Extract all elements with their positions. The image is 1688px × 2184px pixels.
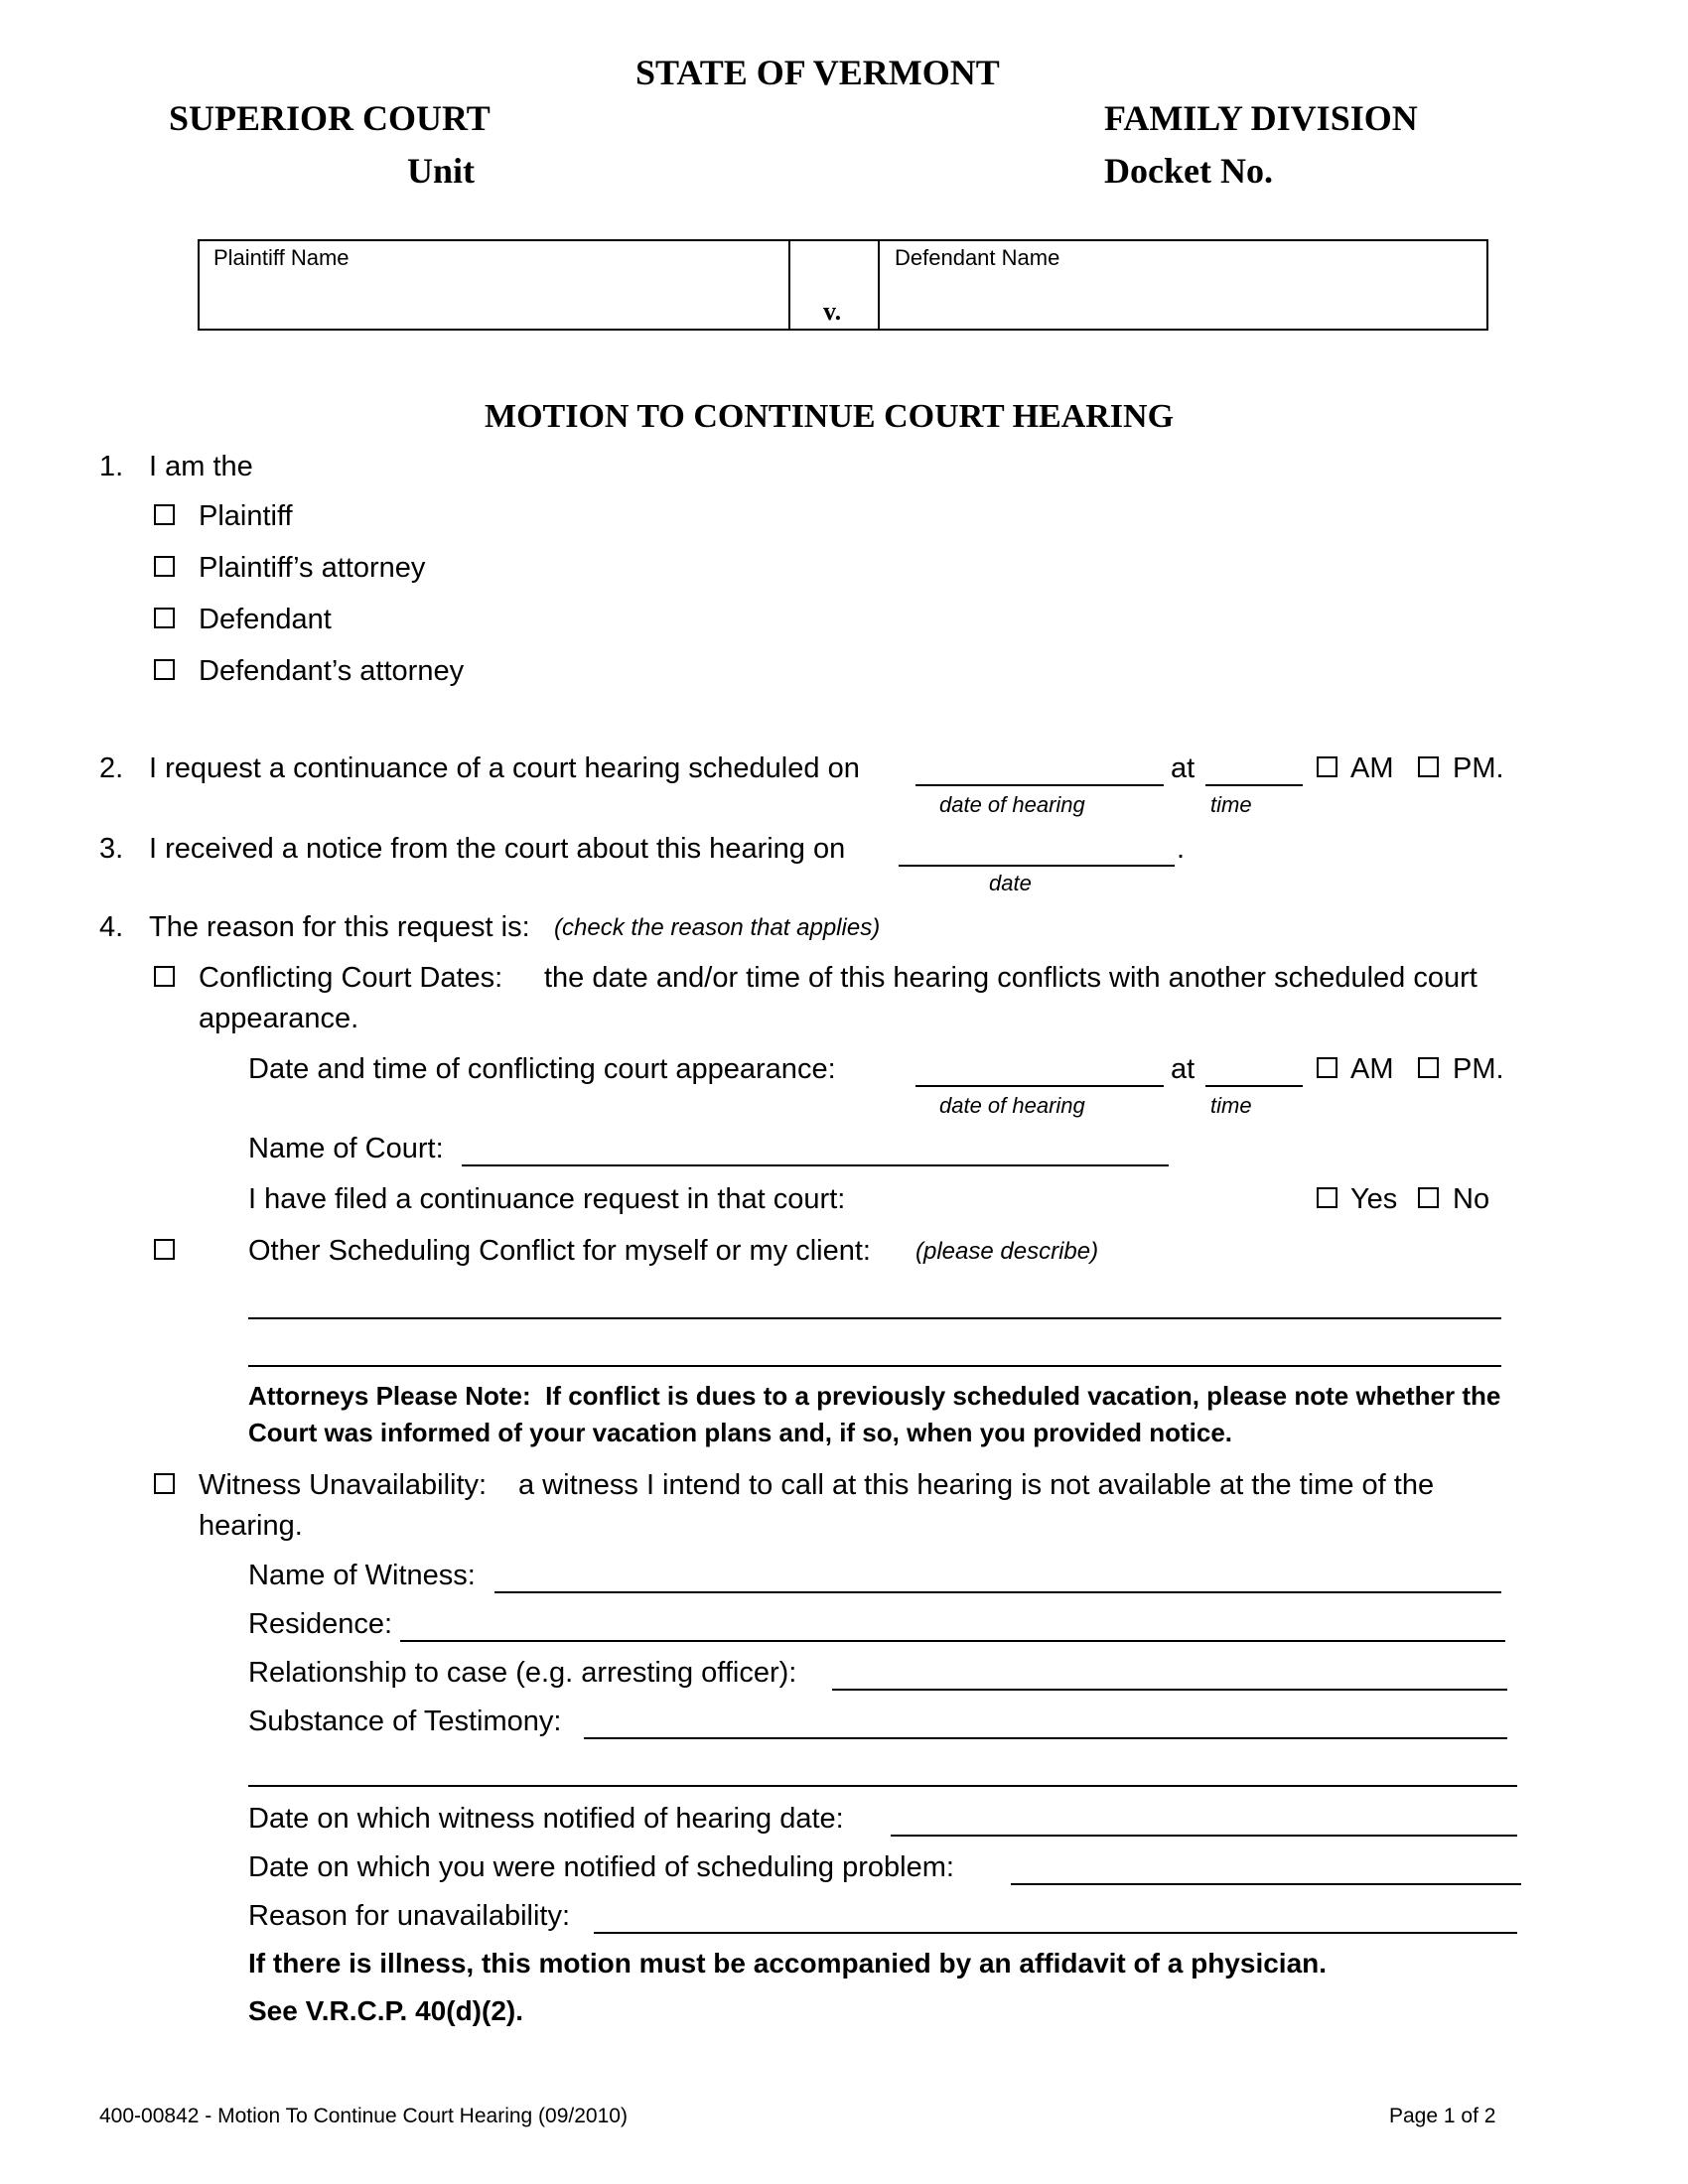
state-heading: STATE OF VERMONT — [635, 53, 1000, 92]
witness-unavailable-desc: a witness I intend to call at this hearing is not available at the time of the — [518, 1469, 1435, 1501]
witness-name-line[interactable] — [494, 1591, 1501, 1593]
residence-label: Residence: — [248, 1608, 393, 1640]
relationship-label: Relationship to case (e.g. arresting officer): — [248, 1657, 797, 1689]
docket-input[interactable] — [1306, 149, 1604, 189]
item4-number: 4. — [99, 911, 124, 943]
hearing-am-checkbox[interactable] — [1317, 756, 1337, 777]
unit-input[interactable] — [501, 149, 938, 189]
other-conflict-checkbox[interactable] — [154, 1239, 175, 1260]
unit-label: Unit — [407, 151, 476, 191]
plaintiff-option-label: Plaintiff — [199, 500, 293, 532]
witness-notified-line[interactable] — [891, 1835, 1517, 1837]
item4-note: (check the reason that applies) — [554, 914, 881, 941]
filed-no-label: No — [1453, 1183, 1490, 1215]
witness-notified-label: Date on which witness notified of hearing date: — [248, 1803, 844, 1835]
conflict-datetime-label: Date and time of conflicting court appearance: — [248, 1053, 836, 1085]
footer-form-id: 400-00842 - Motion To Continue Court Hearing (09/2010) — [99, 2105, 628, 2127]
party-divider — [788, 241, 790, 329]
witness-unavailable-label: Witness Unavailability: — [199, 1469, 488, 1501]
witness-unavailable-checkbox[interactable] — [154, 1473, 175, 1494]
residence-line[interactable] — [400, 1640, 1505, 1642]
hearing-date-caption: date of hearing — [939, 792, 1085, 817]
hearing-pm-label: PM. — [1453, 752, 1504, 784]
hearing-time-caption: time — [1210, 792, 1252, 817]
substance-line-1[interactable] — [584, 1737, 1507, 1739]
court-name-label: Name of Court: — [248, 1133, 444, 1164]
other-conflict-label: Other Scheduling Conflict for myself or my client: — [248, 1235, 871, 1267]
item1-number: 1. — [99, 451, 124, 482]
conflict-am-checkbox[interactable] — [1317, 1057, 1337, 1078]
attorney-note-label: Attorneys Please Note: — [248, 1381, 531, 1411]
substance-line-2[interactable] — [248, 1785, 1517, 1787]
item3-text: I received a notice from the court about this hearing on — [149, 833, 846, 865]
plaintiff-name-label: Plaintiff Name — [213, 245, 350, 270]
notice-date-line[interactable] — [899, 865, 1175, 867]
court-name-line[interactable] — [462, 1164, 1169, 1166]
you-notified-label: Date on which you were notified of scheduling problem: — [248, 1851, 954, 1883]
defendant-name-input[interactable] — [895, 281, 1471, 321]
item2-text: I request a continuance of a court hearing scheduled on — [149, 752, 860, 784]
unavailability-reason-line[interactable] — [594, 1932, 1517, 1934]
plaintiff-checkbox[interactable] — [154, 504, 175, 525]
defendant-checkbox[interactable] — [154, 608, 175, 628]
attorney-note-text: If conflict is dues to a previously scheduled vacation, please note whether the — [545, 1381, 1501, 1411]
item3-period: . — [1177, 833, 1186, 865]
plaintiff-name-input[interactable] — [213, 281, 770, 321]
filed-request-label: I have filed a continuance request in that court: — [248, 1183, 846, 1215]
filed-yes-label: Yes — [1350, 1183, 1398, 1215]
rule-note: See V.R.C.P. 40(d)(2). — [248, 1995, 524, 2026]
other-conflict-line-2[interactable] — [248, 1365, 1501, 1367]
witness-unavailable-desc-cont: hearing. — [199, 1510, 303, 1542]
defendant-attorney-checkbox[interactable] — [154, 659, 175, 680]
court-heading: SUPERIOR COURT — [169, 98, 491, 138]
party-divider — [878, 241, 880, 329]
filed-no-checkbox[interactable] — [1418, 1187, 1439, 1208]
conflicting-dates-desc: the date and/or time of this hearing conflicts with another scheduled court — [544, 962, 1477, 994]
conflict-date-caption: date of hearing — [939, 1093, 1085, 1118]
conflict-pm-checkbox[interactable] — [1418, 1057, 1439, 1078]
hearing-pm-checkbox[interactable] — [1418, 756, 1439, 777]
conflict-at-label: at — [1171, 1053, 1196, 1085]
docket-label: Docket No. — [1104, 151, 1273, 191]
defendant-name-label: Defendant Name — [895, 245, 1060, 270]
conflict-date-line[interactable] — [915, 1085, 1164, 1087]
illness-note: If there is illness, this motion must be accompanied by an affidavit of a physician. — [248, 1948, 1328, 1979]
versus-label: v. — [823, 297, 842, 326]
item1-text: I am the — [149, 451, 253, 482]
attorney-note-line-1 — [248, 1381, 1500, 1412]
item2-at-label: at — [1171, 752, 1196, 784]
item2-number: 2. — [99, 752, 124, 784]
party-names-box — [198, 239, 1488, 331]
you-notified-line[interactable] — [1011, 1883, 1521, 1885]
notice-date-caption: date — [989, 871, 1032, 895]
defendant-option-label: Defendant — [199, 604, 332, 635]
unavailability-reason-label: Reason for unavailability: — [248, 1900, 571, 1932]
defendant-attorney-option-label: Defendant’s attorney — [199, 655, 465, 687]
relationship-line[interactable] — [832, 1689, 1507, 1691]
conflict-pm-label: PM. — [1453, 1053, 1504, 1085]
plaintiff-attorney-option-label: Plaintiff’s attorney — [199, 552, 426, 584]
conflict-time-line[interactable] — [1205, 1085, 1303, 1087]
conflict-time-caption: time — [1210, 1093, 1252, 1118]
division-heading: FAMILY DIVISION — [1104, 98, 1418, 138]
hearing-date-line[interactable] — [915, 784, 1164, 786]
substance-label: Substance of Testimony: — [248, 1706, 562, 1737]
footer-page-number: Page 1 of 2 — [1389, 2105, 1496, 2127]
item4-text: The reason for this request is: — [149, 911, 530, 943]
plaintiff-attorney-checkbox[interactable] — [154, 556, 175, 577]
hearing-time-line[interactable] — [1205, 784, 1303, 786]
conflicting-dates-desc-cont: appearance. — [199, 1003, 359, 1034]
hearing-am-label: AM — [1350, 752, 1394, 784]
attorney-note-line-2: Court was informed of your vacation plans and, if so, when you provided notice. — [248, 1418, 1233, 1447]
other-conflict-line-1[interactable] — [248, 1317, 1501, 1319]
other-conflict-note: (please describe) — [915, 1238, 1099, 1265]
conflicting-dates-checkbox[interactable] — [154, 966, 175, 987]
filed-yes-checkbox[interactable] — [1317, 1187, 1337, 1208]
conflict-am-label: AM — [1350, 1053, 1394, 1085]
conflicting-dates-label: Conflicting Court Dates: — [199, 962, 503, 994]
item3-number: 3. — [99, 833, 124, 865]
form-title: MOTION TO CONTINUE COURT HEARING — [485, 398, 1175, 435]
witness-name-label: Name of Witness: — [248, 1560, 476, 1591]
